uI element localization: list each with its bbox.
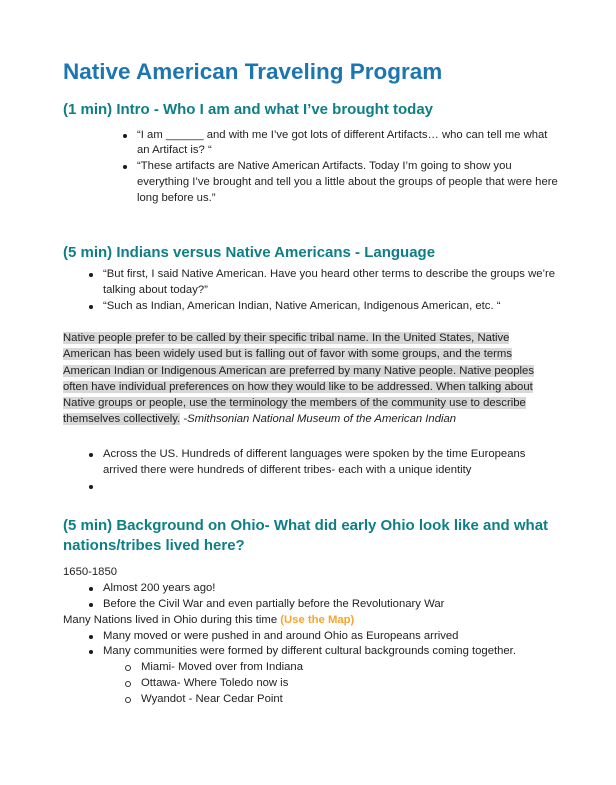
section-heading-language: (5 min) Indians versus Native Americans - Language [63,244,436,262]
list-item [103,597,558,613]
bullet-icon [123,134,127,138]
list-item-text: “But first, I said Native American. Have you heard other terms to describe the groups we’re talking about today?” [103,267,556,296]
list-item [137,159,558,206]
list-item-text: Many moved or were pushed in and around Ohio as Europeans arrived [103,629,459,642]
list-item [141,676,558,692]
bullet-icon [123,165,127,169]
bullet-icon [89,485,93,489]
list-item [141,692,558,708]
section-heading-intro: (1 min) Intro - Who I am and what I’ve brought today [63,101,433,118]
ohio-bullet-list-1 [63,581,558,613]
nations-line-text: Many Nations lived in Ohio during this time [63,613,281,626]
list-item [103,267,558,299]
bullet-icon [89,453,93,457]
ohio-bullet-list-2 [63,629,558,661]
list-item [137,128,558,160]
bullet-icon [89,587,93,591]
hollow-bullet-icon [125,665,131,671]
list-item [103,581,558,597]
section-heading-ohio: (5 min) Background on Ohio- What did early Ohio look like and what nations/tribes lived here? [63,517,549,554]
doc-title: Native American Traveling Program [63,59,443,84]
hollow-bullet-icon [125,681,131,687]
list-item [141,660,558,676]
list-item-text: Before the Civil War and even partially before the Revolutionary War [103,597,445,610]
language-bullet-list [63,267,558,314]
list-item-text: Ottawa- Where Toledo now is [141,676,289,689]
bullet-icon [89,305,93,309]
intro-bullet-list [63,128,558,207]
languages-across-us-list [63,447,558,494]
list-item-text: “Such as Indian, American Indian, Native American, Indigenous American, etc. “ [103,299,501,312]
hollow-bullet-icon [125,697,131,703]
use-map-note: (Use the Map) [280,613,355,626]
list-item-text: Miami- Moved over from Indiana [141,661,303,674]
list-item-text: Almost 200 years ago! [103,582,216,595]
timeframe-text: 1650-1850 [63,566,118,579]
quote-paragraph [63,330,555,427]
list-item-empty [103,479,535,495]
nations-line [63,613,558,629]
list-item [103,299,558,315]
highlighted-text: Native people prefer to be called by their specific tribal name. In the United States, Native American has been widely used but is falling out of favor with some groups, and the terms American Indian or Indigenous American are preferred by many Native people. Native peoples often have individual preferences on how they would like to be addressed. When talking about Native groups or people, use the terminology the members of the community use to describe themselves collectively. [63,332,534,425]
bullet-icon [89,603,93,607]
list-item [103,644,558,660]
bullet-icon [89,635,93,639]
list-item [103,629,558,645]
list-item [103,447,535,479]
list-item-text: Many communities were formed by different cultural backgrounds coming together. [103,645,516,658]
list-item-text: “These artifacts are Native American Artifacts. Today I’m going to show you everything I’ve brought and tell you a little about the groups of people that were here long before us.” [137,160,558,204]
list-item-text: Across the US. Hundreds of different languages were spoken by the time Europeans arrived there were hundreds of different tribes- each with a unique identity [103,447,526,476]
citation-text: -Smithsonian National Museum of the American Indian [180,412,457,425]
list-item-text: “I am ______ and with me I’ve got lots of different Artifacts… who can tell me what an Artifact is? “ [137,128,548,157]
ohio-sub-bullet-list [63,660,558,707]
list-item-text: Wyandot - Near Cedar Point [141,692,283,705]
bullet-icon [89,650,93,654]
bullet-icon [89,273,93,277]
